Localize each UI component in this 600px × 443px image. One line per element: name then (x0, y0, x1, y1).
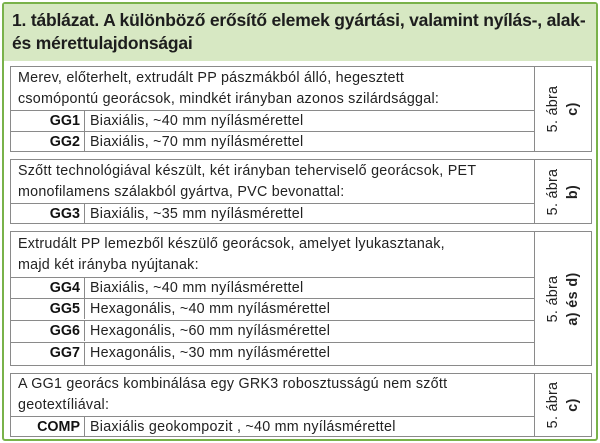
section-description (11, 160, 535, 203)
product-description: Biaxiális, ~40 mm nyílásmérettel (90, 113, 304, 129)
product-code: COMP (11, 417, 85, 437)
figure-label: 5. ábra (545, 85, 561, 133)
figure-subfigure: b) (565, 184, 581, 199)
product-description: Hexagonális, ~30 mm nyílásmérettel (90, 345, 331, 361)
figure-reference (534, 232, 591, 365)
table-row (11, 203, 535, 224)
product-code: GG7 (11, 343, 85, 366)
section-description (11, 232, 535, 276)
table-frame (2, 2, 598, 441)
table-title (4, 4, 596, 61)
product-code: GG4 (11, 278, 85, 298)
table-row (11, 131, 535, 152)
product-description: Biaxiális, ~40 mm nyílásmérettel (90, 280, 304, 296)
description-line: csomópontú georácsok, mindkét irányban azonos szilárdsággal: (18, 91, 440, 107)
figure-reference (534, 160, 591, 223)
product-description: Biaxiális geokompozit , ~40 mm nyílásmérettel (90, 419, 396, 435)
table-title-line-1: 1. táblázat. A különböző erősítő elemek gyártási, valamint nyílás-, alak- (12, 10, 586, 30)
figure-subfigure: c) (565, 102, 581, 116)
figure-label: 5. ábra (545, 275, 561, 322)
section-rigid-pp-geogrids (10, 66, 592, 152)
section-geocomposite (10, 373, 592, 437)
section-description (11, 374, 535, 416)
section-punched-pp-geogrids (10, 231, 592, 366)
section-description (11, 67, 535, 110)
table-row (11, 320, 535, 341)
product-description: Biaxiális, ~35 mm nyílásmérettel (90, 206, 304, 222)
product-description: Biaxiális, ~70 mm nyílásmérettel (90, 134, 304, 150)
product-description: Hexagonális, ~40 mm nyílásmérettel (90, 301, 331, 317)
section-woven-pet-geogrids (10, 159, 592, 224)
figure-label: 5. ábra (545, 381, 561, 429)
description-line: majd két irányba nyújtanak: (18, 257, 199, 273)
table-row (11, 342, 535, 366)
product-code: GG1 (11, 111, 85, 131)
table-row (11, 110, 535, 131)
figure-label: 5. ábra (545, 168, 561, 215)
product-code: GG2 (11, 132, 85, 152)
product-code: GG3 (11, 204, 85, 224)
product-code: GG6 (11, 321, 85, 341)
description-line: Merev, előterhelt, extrudált PP pászmákból álló, hegesztett (18, 70, 405, 86)
figure-reference (534, 374, 591, 436)
product-code: GG5 (11, 299, 85, 319)
figure-reference (534, 67, 591, 151)
table-row (11, 277, 535, 298)
description-line: A GG1 georács kombinálása egy GRK3 robosztusságú nem szőtt (18, 376, 448, 392)
description-line: monofilamens szálakból gyártva, PVC bevonattal: (18, 184, 345, 200)
product-description: Hexagonális, ~60 mm nyílásmérettel (90, 323, 331, 339)
figure-subfigure: c) (565, 398, 581, 412)
table-row (11, 416, 535, 437)
description-line: Szőtt technológiával készült, két irányban teherviselő georácsok, PET (18, 163, 477, 179)
table-row (11, 298, 535, 319)
table-title-line-2: és mérettulajdonságai (12, 33, 193, 53)
description-line: geotextíliával: (18, 397, 110, 413)
description-line: Extrudált PP lemezből készülő georácsok, amelyet lyukasztanak, (18, 236, 445, 252)
figure-subfigure: a) és d) (565, 271, 581, 326)
